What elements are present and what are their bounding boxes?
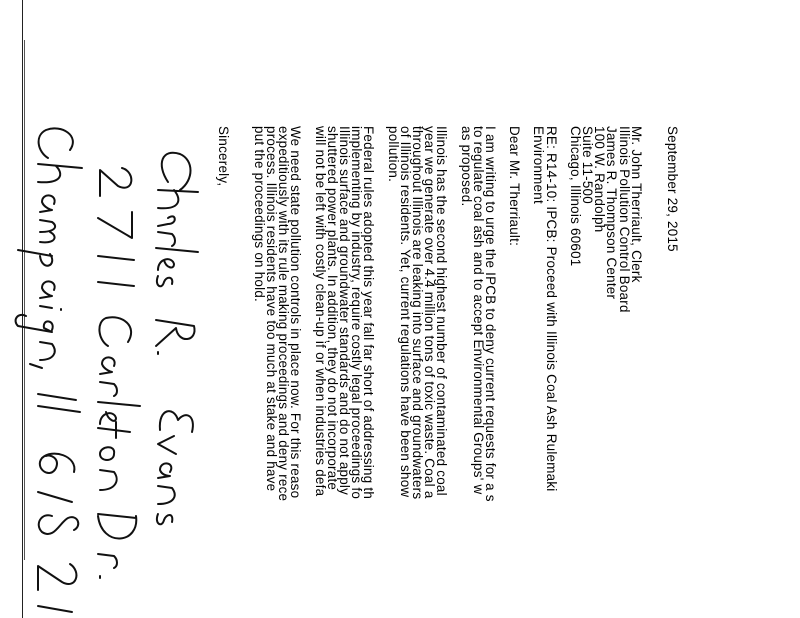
paragraph-line: year we generate over 4.4 million tons of toxic waste. Coal a [422,126,438,499]
paragraph-line: throughout Illinois are leaking into surface and groundwaters [409,126,425,500]
address-line: 100 W. Randolph [592,126,608,233]
letter-body [216,126,678,618]
paragraph [385,126,450,618]
paragraph-line: Illinois surface and groundwater standards and do not apply [336,126,352,496]
paragraph-line: process. Illinois residents have too much at stake and have [263,126,279,492]
paragraph-line: as proposed. [458,126,474,207]
paragraph-line: expeditiously with its rule making proceedings and deny rece [276,126,292,502]
paragraph-line: implementing by industry, require costly legal proceedings fo [349,126,365,500]
paragraph-line: I am writing to urge the IPCB to deny current requests for a s [482,126,498,502]
paragraph [459,126,496,618]
paragraph-line: shuttered power plants. In addition, they do not incorporate [324,126,340,491]
paragraph-line: to regulate coal ash and to accept Environmental Groups' w [470,126,486,495]
address-line: Suite 11-500 [579,126,595,204]
handwritten-signature [12,120,202,618]
recipient-address [569,126,642,618]
address-line: Mr. John Therriault, Clerk [628,126,644,283]
address-line: Illinois Pollution Control Board [616,126,632,313]
paragraph [312,126,377,618]
address-line: James R. Thompson Center [604,126,620,300]
subject-line [531,126,559,618]
subject-text: RE: R14-10: IPCB: Proceed with Illinois Coal Ash Rulemaki [543,126,559,492]
paragraph [253,126,302,618]
address-line: Chicago, Illinois 60601 [567,126,583,267]
paragraph-line: Illinois has the second highest number of contaminated coal [434,126,450,496]
salutation: Dear Mr. Therriault: [507,126,523,247]
paragraph-line: put the proceedings on hold. [251,126,267,302]
letter-date: September 29, 2015 [665,126,680,252]
subject-text: Environment [531,126,547,204]
paragraph-line: of Illinois residents. Yet, current regulations have been show [397,126,413,498]
paragraph-line: We need state pollution controls in place now. For this reaso [288,126,304,499]
paragraph-line: Federal rules adopted this year fall far short of addressing th [361,126,377,500]
paragraph-line: will not be left with costly clean-up if or when industries defa [312,126,328,497]
closing: Sincerely, [215,126,231,187]
paragraph-line: pollution. [385,126,401,183]
